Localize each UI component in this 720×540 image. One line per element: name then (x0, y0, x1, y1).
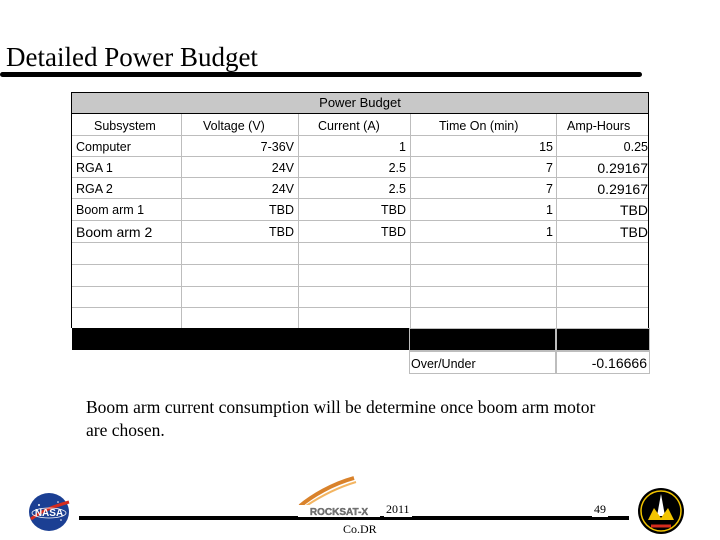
wallops-flight-facility-logo-icon (636, 486, 686, 536)
cell-current: 2.5 (388, 182, 406, 196)
header-subsystem: Subsystem (94, 119, 156, 133)
cell-amp-hours: TBD (620, 224, 648, 240)
header-voltage: Voltage (V) (203, 119, 265, 133)
cell-current: 2.5 (388, 161, 406, 175)
header-time-on: Time On (min) (439, 119, 519, 133)
cell-subsystem: RGA 2 (76, 182, 113, 196)
over-under-value: -0.16666 (591, 355, 647, 371)
cell-amp-hours: 0.29167 (597, 181, 648, 197)
page-number: 49 (594, 502, 606, 516)
footer-year: 2011 (386, 502, 410, 516)
header-amp-hours: Amp-Hours (567, 119, 631, 133)
table-grid (71, 114, 649, 328)
slide-title: Detailed Power Budget (6, 42, 258, 72)
header-current: Current (A) (318, 119, 380, 133)
grid-hline (72, 135, 648, 136)
cell-current: TBD (381, 225, 406, 239)
footer-label: Co.DR (343, 522, 377, 536)
cell-amp-hours: 0.25 (623, 140, 648, 154)
cell-subsystem: RGA 1 (76, 161, 113, 175)
cell-time-on: 1 (546, 203, 553, 217)
rocksat-logo-text: ROCKSAT-X (309, 507, 369, 518)
slide-body-text: Boom arm current consumption will be determine once boom arm motor are chosen. (86, 397, 596, 440)
grid-hline (72, 156, 648, 157)
table-caption-band (71, 92, 649, 114)
cell-current: 1 (399, 140, 406, 154)
grid-hline (72, 220, 648, 221)
cell-time-on: 15 (539, 140, 553, 154)
cell-subsystem: Computer (76, 140, 131, 154)
table-caption: Power Budget (319, 95, 401, 110)
cell-amp-hours: TBD (620, 202, 648, 218)
cell-current: TBD (381, 203, 406, 217)
cell-voltage: TBD (269, 203, 294, 217)
cell-time-on: 7 (546, 161, 553, 175)
cell-subsystem: Boom arm 1 (76, 203, 145, 217)
cell-subsystem: Boom arm 2 (76, 224, 153, 240)
total-value: 0.83334 (596, 333, 647, 349)
over-under-label: Over/Under (411, 357, 476, 371)
nasa-logo-icon (25, 492, 73, 532)
title-underline (0, 72, 642, 77)
grid-hline (72, 177, 648, 178)
cell-time-on: 7 (546, 182, 553, 196)
cell-time-on: 1 (546, 225, 553, 239)
total-label: Total (A*hr): (411, 335, 477, 349)
grid-hline (72, 307, 648, 308)
grid-hline (72, 286, 648, 287)
cell-voltage: 7-36V (260, 140, 294, 154)
cell-voltage: 24V (271, 161, 294, 175)
grid-hline (72, 242, 648, 243)
rocksat-x-logo-icon (292, 476, 382, 518)
cell-voltage: TBD (269, 225, 294, 239)
cell-amp-hours: 0.29167 (597, 160, 648, 176)
power-budget-table (71, 92, 649, 372)
svg-text:NASA: NASA (34, 508, 64, 519)
grid-hline (72, 198, 648, 199)
cell-voltage: 24V (271, 182, 294, 196)
grid-hline (72, 264, 648, 265)
